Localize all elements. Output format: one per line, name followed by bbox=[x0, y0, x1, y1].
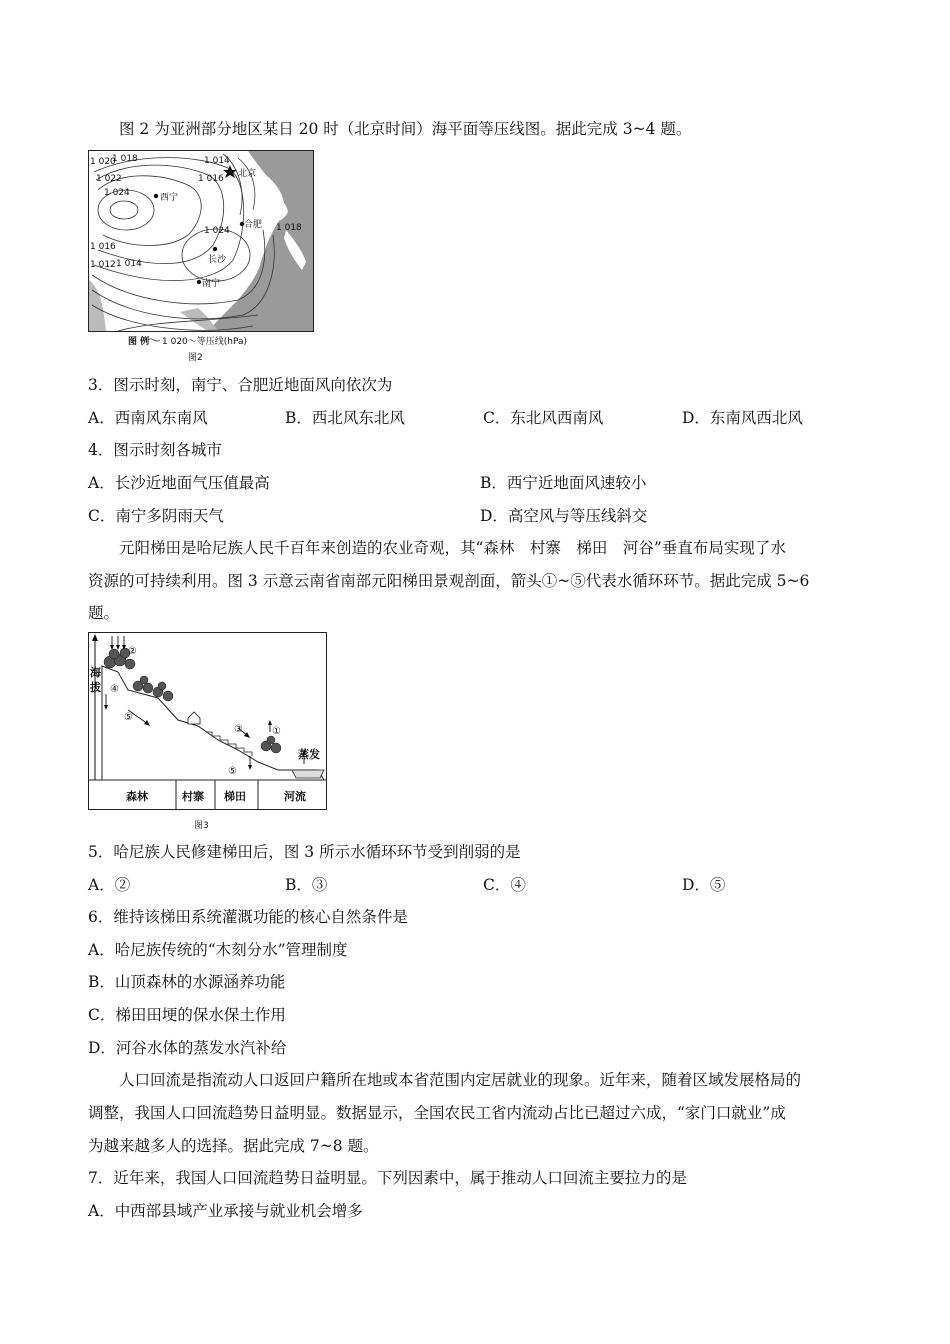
q5-stem: 5．哈尼族人民修建梯田后，图 3 所示水循环环节受到削弱的是 bbox=[88, 843, 521, 861]
q4-option-b[interactable]: B．西宁近地面风速较小 bbox=[480, 474, 647, 492]
isobar-label: 1 024 bbox=[104, 188, 130, 198]
legend-item: 1 020～等压线(hPa) bbox=[162, 337, 248, 347]
isobar-label: 1 024 bbox=[204, 226, 230, 236]
figure-caption: 图2 bbox=[188, 353, 203, 363]
changsha-dot-icon bbox=[213, 247, 217, 251]
isobar-label: 1 018 bbox=[276, 223, 302, 233]
zone-label-river: 河流 bbox=[284, 790, 306, 803]
city-label-xining: 西宁 bbox=[160, 193, 179, 203]
isobar-label: 1 022 bbox=[96, 174, 122, 184]
xining-dot-icon bbox=[154, 194, 158, 198]
q6-option-d[interactable]: D．河谷水体的蒸发水汽补给 bbox=[88, 1039, 287, 1057]
q4-option-c[interactable]: C．南宁多阴雨天气 bbox=[88, 507, 224, 525]
q7-stem: 7．近年来，我国人口回流趋势日益明显。下列因素中，属于推动人口回流主要拉力的是 bbox=[88, 1169, 687, 1187]
q5-option-c[interactable]: C．④ bbox=[483, 876, 526, 894]
q3-option-b[interactable]: B．西北风东北风 bbox=[285, 409, 405, 427]
axis-label-altitude-1: 海 bbox=[90, 666, 101, 679]
cycle-label-4: ④ bbox=[110, 684, 119, 695]
intro-q78-line1: 人口回流是指流动人口返回户籍所在地或本省范围内定居就业的现象。近年来，随着区域发展格局的 bbox=[119, 1071, 802, 1089]
zone-label-forest: 森林 bbox=[126, 790, 148, 803]
intro-q78-line2: 调整，我国人口回流趋势日益明显。数据显示，全国农民工省内流动占比已超过六成，“家门口就业”成 bbox=[88, 1104, 786, 1122]
intro-fig3-line1: 元阳梯田是哈尼族人民千百年来创造的农业奇观，其“森林 村寨 梯田 河谷”垂直布局实现了水 bbox=[119, 539, 786, 557]
q5-option-b[interactable]: B．③ bbox=[285, 876, 328, 894]
q6-stem: 6．维持该梯田系统灌溉功能的核心自然条件是 bbox=[88, 908, 408, 926]
q3-option-c[interactable]: C．东北风西南风 bbox=[483, 409, 604, 427]
q4-stem: 4．图示时刻各城市 bbox=[88, 441, 222, 459]
q6-option-c[interactable]: C．梯田田埂的保水保土作用 bbox=[88, 1006, 286, 1024]
q3-option-d[interactable]: D．东南风西北风 bbox=[682, 409, 803, 427]
city-label-nanning: 南宁 bbox=[202, 279, 221, 289]
cycle-label-3: ③ bbox=[234, 724, 243, 735]
q6-option-a[interactable]: A．哈尼族传统的“木刻分水”管理制度 bbox=[88, 941, 348, 959]
isobar-label: 1 014 bbox=[116, 259, 142, 269]
intro-fig3-line2: 资源的可持续利用。图 3 示意云南省南部元阳梯田景观剖面，箭头①~⑤代表水循环环节。据此完成 5~6 bbox=[88, 572, 810, 590]
q4-option-d[interactable]: D．高空风与等压线斜交 bbox=[480, 507, 648, 525]
isobar-label: 1 020 bbox=[90, 157, 116, 167]
q3-stem: 3．图示时刻，南宁、合肥近地面风向依次为 bbox=[88, 376, 393, 394]
isobar-label: 1 016 bbox=[90, 242, 116, 252]
isobar-label: 1 012 bbox=[90, 260, 116, 270]
isobar-label: 1 018 bbox=[112, 154, 138, 164]
cycle-label-5b: ⑤ bbox=[228, 766, 237, 777]
axis-label-altitude-2: 拔 bbox=[90, 681, 101, 694]
city-label-beijing: 北京 bbox=[238, 169, 257, 179]
q3-option-a[interactable]: A．西南风东南风 bbox=[88, 409, 208, 427]
figure-3-terrace-profile bbox=[88, 632, 328, 832]
q5-option-d[interactable]: D．⑤ bbox=[682, 876, 726, 894]
isobar-label: 1 014 bbox=[204, 156, 230, 166]
evaporation-label: 蒸发 bbox=[298, 748, 320, 761]
intro-fig3-line3: 题。 bbox=[88, 604, 120, 622]
figure-2-isobar-map bbox=[88, 150, 314, 362]
city-label-changsha: 长沙 bbox=[208, 255, 227, 265]
cycle-label-2: ② bbox=[128, 646, 137, 657]
legend-title: 图 例 bbox=[128, 337, 150, 347]
intro-q78-line3: 为越来越多人的选择。据此完成 7~8 题。 bbox=[88, 1137, 379, 1155]
q7-option-a[interactable]: A．中西部县域产业承接与就业机会增多 bbox=[88, 1202, 363, 1220]
cycle-label-1: ① bbox=[272, 726, 281, 737]
q5-option-a[interactable]: A．② bbox=[88, 876, 131, 894]
q6-option-b[interactable]: B．山顶森林的水源涵养功能 bbox=[88, 973, 286, 991]
intro-fig2: 图 2 为亚洲部分地区某日 20 时（北京时间）海平面等压线图。据此完成 3~4 题。 bbox=[119, 120, 692, 138]
isobar-label: 1 016 bbox=[198, 174, 224, 184]
q4-option-a[interactable]: A．长沙近地面气压值最高 bbox=[88, 474, 270, 492]
cycle-label-5: ⑤ bbox=[124, 712, 133, 723]
zone-label-terrace: 梯田 bbox=[224, 790, 246, 803]
zone-label-village: 村寨 bbox=[182, 790, 204, 803]
figure-caption: 图3 bbox=[194, 821, 209, 831]
nanning-dot-icon bbox=[197, 280, 201, 284]
city-label-hefei: 合肥 bbox=[244, 220, 263, 230]
